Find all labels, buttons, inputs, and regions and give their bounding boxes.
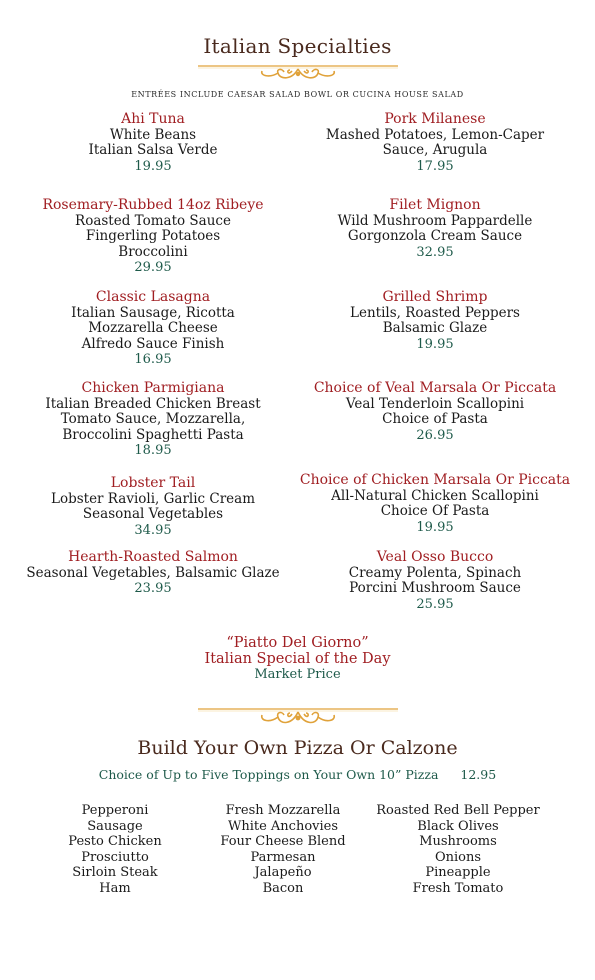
item-price: 18.95: [134, 443, 172, 458]
pizza-subtitle: Choice of Up to Five Toppings on Your Own 10” Pizza: [98, 767, 439, 782]
item-desc: Mozzarella Cheese: [88, 320, 218, 336]
item-desc: Seasonal Vegetables: [82, 506, 224, 522]
topping-item: White Anchovies: [227, 818, 339, 834]
menu-item-veal-marsala: [290, 381, 580, 443]
topping-item: Parmesan: [250, 849, 316, 865]
topping-item: Pepperoni: [81, 803, 149, 818]
page-title: Italian Specialties: [203, 34, 392, 58]
item-desc: Italian Salsa Verde: [88, 142, 218, 158]
topping-item: Onions: [434, 849, 482, 865]
item-name: Filet Mignon: [389, 197, 481, 213]
item-desc: Wild Mushroom Pappardelle: [337, 212, 533, 229]
item-desc: Seasonal Vegetables, Balsamic Glaze: [26, 564, 280, 581]
topping-item: Bacon: [262, 880, 304, 896]
flourish-icon: [198, 703, 398, 729]
menu-item-chicken-marsala: [290, 473, 580, 535]
item-name: Veal Osso Bucco: [376, 549, 494, 565]
item-name: Hearth-Roasted Salmon: [68, 549, 238, 565]
menu-item-grilled-shrimp: [290, 290, 580, 352]
item-price: 19.95: [134, 158, 172, 174]
item-name: Grilled Shrimp: [382, 289, 488, 305]
item-desc: All-Natural Chicken Scallopini: [331, 487, 539, 504]
special-name: “Piatto Del Giorno”: [226, 635, 369, 651]
topping-item: Fresh Mozzarella: [225, 803, 341, 818]
item-price: 34.95: [134, 522, 172, 538]
item-desc: Mashed Potatoes, Lemon-Caper: [325, 126, 545, 143]
topping-item: Fresh Tomato: [412, 880, 504, 896]
item-desc: Porcini Mushroom Sauce: [349, 580, 521, 596]
item-desc: Gorgonzola Cream Sauce: [347, 228, 523, 244]
item-desc: Lobster Ravioli, Garlic Cream: [50, 490, 256, 507]
topping-item: Prosciutto: [81, 849, 149, 865]
pizza-subtitle-row: [0, 767, 595, 782]
item-price: 25.95: [416, 596, 454, 612]
item-desc: Fingerling Potatoes: [85, 228, 221, 244]
topping-item: Jalapeño: [254, 865, 312, 881]
pizza-price: 12.95: [460, 767, 497, 782]
topping-item: Pineapple: [425, 865, 491, 881]
menu-item-salmon: [13, 550, 293, 597]
item-desc: Balsamic Glaze: [382, 320, 488, 336]
top-flourish-ornament: [0, 60, 595, 86]
item-desc: Creamy Polenta, Spinach: [348, 564, 522, 581]
item-desc: Veal Tenderloin Scallopini: [345, 395, 525, 412]
item-name: Pork Milanese: [384, 111, 486, 127]
special-price: Market Price: [254, 667, 341, 682]
item-name: Choice of Veal Marsala Or Piccata: [313, 380, 557, 396]
pizza-section-title: Build Your Own Pizza Or Calzone: [137, 737, 458, 759]
entree-note: ENTRÉES INCLUDE CAESAR SALAD BOWL OR CUCINA HOUSE SALAD: [131, 90, 464, 99]
topping-item: Sausage: [87, 818, 143, 834]
item-name: Lobster Tail: [110, 475, 196, 491]
topping-item: Pesto Chicken: [68, 834, 162, 850]
item-desc: Italian Breaded Chicken Breast: [45, 395, 261, 412]
item-name: Choice of Chicken Marsala Or Piccata: [299, 472, 571, 488]
item-desc: Lentils, Roasted Peppers: [350, 304, 520, 321]
topping-item: Mushrooms: [419, 834, 497, 850]
item-desc: Broccolini: [118, 243, 188, 260]
toppings-column-2: [208, 803, 358, 897]
item-desc: Choice Of Pasta: [380, 503, 490, 519]
item-desc: Choice of Pasta: [382, 411, 488, 427]
menu-item-pork-milanese: [290, 112, 580, 174]
topping-item: Black Olives: [417, 818, 499, 834]
item-price: 23.95: [134, 581, 172, 596]
item-price: 19.95: [416, 519, 454, 535]
menu-item-chicken-parmigiana: [13, 381, 293, 459]
menu-item-lasagna: [13, 290, 293, 368]
item-desc: Sauce, Arugula: [382, 142, 488, 158]
menu-item-filet-mignon: [290, 198, 580, 260]
item-name: Chicken Parmigiana: [81, 380, 225, 396]
topping-item: Ham: [99, 880, 131, 896]
item-desc: Italian Sausage, Ricotta: [71, 304, 235, 321]
item-price: 29.95: [134, 260, 172, 275]
middle-flourish-ornament: [0, 703, 595, 733]
menu-item-ribeye: [13, 198, 293, 276]
item-name: Rosemary-Rubbed 14oz Ribeye: [42, 197, 264, 213]
menu-item-lobster-tail: [13, 476, 293, 538]
item-price: 17.95: [416, 158, 454, 174]
item-price: 32.95: [416, 244, 454, 260]
topping-item: Roasted Red Bell Pepper: [376, 803, 540, 818]
item-desc: Roasted Tomato Sauce: [75, 212, 231, 229]
topping-item: Four Cheese Blend: [220, 834, 346, 850]
item-price: 26.95: [416, 427, 454, 443]
topping-item: Sirloin Steak: [72, 865, 158, 881]
special-of-the-day: [0, 635, 595, 683]
item-desc: Tomato Sauce, Mozzarella,: [60, 411, 246, 427]
menu-item-ahi-tuna: [13, 112, 293, 174]
item-name: Ahi Tuna: [121, 111, 185, 127]
flourish-icon: [198, 60, 398, 82]
toppings-column-3: [368, 803, 548, 897]
item-desc: White Beans: [109, 126, 197, 143]
item-name: Classic Lasagna: [95, 289, 211, 305]
toppings-column-1: [55, 803, 175, 897]
item-desc: Alfredo Sauce Finish: [81, 335, 225, 352]
item-desc: Broccolini Spaghetti Pasta: [62, 426, 244, 443]
item-price: 16.95: [134, 352, 172, 367]
item-price: 19.95: [416, 336, 454, 352]
menu-item-osso-bucco: [290, 550, 580, 612]
special-subtitle: Italian Special of the Day: [204, 651, 391, 667]
